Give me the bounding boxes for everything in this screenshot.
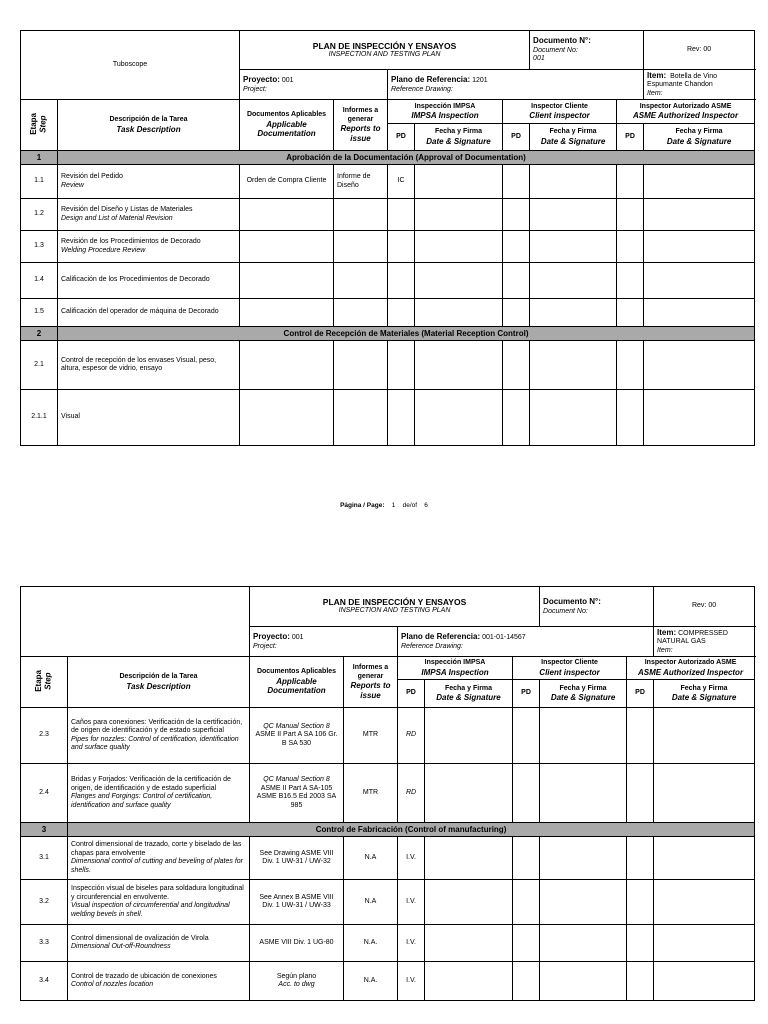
impsa-pd: [388, 199, 415, 231]
table-row: [21, 764, 755, 823]
impsa-date-signature: [415, 165, 503, 199]
inspection-plan-sheet-1: [20, 30, 755, 446]
client-date-signature: [540, 764, 627, 823]
reference-drawing-cell: [388, 70, 644, 100]
applicable-docs-reference: QC Manual Section 8: [263, 776, 330, 784]
brand-blank-cell: [21, 587, 250, 657]
asme-date-signature: [654, 962, 755, 1001]
page-label: Página / Page:: [340, 502, 385, 509]
docs-header: Documentos Aplicables Applicable Documentation: [240, 100, 334, 151]
task-description-en: Pipes for nozzles: Control of certification, identification and surface quality: [71, 735, 239, 752]
reference-drawing-cell-2: [398, 627, 654, 657]
task-description-es: Calificación de los Procedimientos de Decorado: [61, 276, 210, 284]
project-cell: [240, 70, 388, 100]
reports-header-2: Informes a generar Reports to issue: [344, 657, 398, 708]
table-row: [21, 837, 755, 880]
section-row: [21, 327, 755, 341]
asme-pd: [617, 263, 644, 299]
asme-pd: [617, 199, 644, 231]
project-label-en-2: Project:: [253, 642, 277, 650]
project-label: Proyecto:: [243, 75, 280, 85]
item-value-2: COMPRESSED NATURAL GAS: [657, 630, 728, 646]
revision-2: Rev: 00: [654, 587, 755, 627]
client-pd: [503, 199, 530, 231]
revision: Rev: 00: [644, 31, 755, 70]
task-description-en: Visual inspection of circumferential and longitudinal welding bevels in shell.: [71, 902, 230, 918]
impsa-date-signature: [415, 231, 503, 263]
client-date-signature: [530, 263, 617, 299]
impsa-pd: [388, 231, 415, 263]
asme-pd: [627, 837, 654, 880]
applicable-docs: [240, 199, 334, 231]
task-description-es: Revisión del Pedido: [61, 173, 123, 181]
applicable-docs: [250, 962, 344, 1001]
table-row: [21, 880, 755, 925]
asme-pd: [617, 390, 644, 446]
page-number: 1: [391, 502, 396, 509]
task-header: Descripción de la Tarea Task Description: [58, 100, 240, 151]
task-description-es: Calificación del operador de máquina de Decorado: [61, 308, 219, 316]
item-cell-2: [654, 627, 755, 657]
impsa-date-signature: [425, 880, 513, 925]
task-description-en: Design and List of Material Revision: [61, 214, 173, 222]
reports-to-issue: MTR: [344, 708, 398, 764]
client-date-signature: [530, 341, 617, 390]
task-description: [58, 231, 240, 263]
step-number: 3.4: [21, 962, 68, 1001]
plan-subtitle-2: INSPECTION AND TESTING PLAN: [338, 607, 451, 615]
document-number-label: Documento N°:: [533, 36, 591, 46]
task-description-en: Welding Procedure Review: [61, 246, 146, 254]
task-description-en: Control of nozzles location: [71, 981, 154, 989]
applicable-docs-value: ASME II Part A SA 106 Gr. B SA 530: [255, 731, 338, 747]
step-number: 1.5: [21, 299, 58, 327]
step-number: 3.3: [21, 925, 68, 962]
client-pd: [503, 341, 530, 390]
task-description: [58, 299, 240, 327]
plan-title-block-2: [250, 587, 540, 627]
asme-pd: [617, 299, 644, 327]
item-value: Botella de Vino Espumante Chandon: [647, 73, 718, 89]
impsa-date-signature: [415, 299, 503, 327]
document-number-label-en: Document No:: [533, 46, 578, 54]
impsa-date-signature: [425, 837, 513, 880]
applicable-docs: [240, 231, 334, 263]
step-number: 2.3: [21, 708, 68, 764]
item-cell: [644, 70, 755, 100]
reports-to-issue: [334, 263, 388, 299]
asme-pd-header-2: PD: [627, 680, 654, 708]
task-description-es: Control de trazado de ubicación de conexiones: [71, 972, 217, 980]
page-total: 6: [424, 502, 428, 509]
task-description-es: Control dimensional de trazado, corte y biselado de las chapas para envolvente: [71, 841, 242, 857]
applicable-docs: [240, 263, 334, 299]
client-pd: [503, 263, 530, 299]
impsa-date-signature: [415, 390, 503, 446]
reports-to-issue: N.A: [344, 880, 398, 925]
applicable-docs: [240, 341, 334, 390]
page-footer: [0, 502, 768, 509]
step-number: 1.1: [21, 165, 58, 199]
impsa-date-signature: [425, 764, 513, 823]
section-title: Control de Recepción de Materiales (Material Reception Control): [58, 327, 755, 341]
client-pd: [513, 880, 540, 925]
reference-value: 1201: [472, 77, 488, 85]
step-number: 1.4: [21, 263, 58, 299]
asme-date-signature: [644, 390, 755, 446]
applicable-docs: [240, 165, 334, 199]
asme-date-signature: [644, 341, 755, 390]
task-description: [58, 341, 240, 390]
section-row: [21, 151, 755, 165]
section-step: 1: [21, 151, 58, 165]
impsa-date-signature: [425, 962, 513, 1001]
applicable-docs: [240, 299, 334, 327]
client-pd: [503, 165, 530, 199]
plan-subtitle: INSPECTION AND TESTING PLAN: [328, 50, 441, 58]
client-pd: [503, 231, 530, 263]
impsa-date-signature: [425, 925, 513, 962]
asme-pd: [627, 708, 654, 764]
task-description: [68, 962, 250, 1001]
task-header-2: Descripción de la Tarea Task Description: [68, 657, 250, 708]
reference-label-en: Reference Drawing:: [391, 85, 453, 93]
client-pd: [513, 925, 540, 962]
step-header: Etapa Step: [21, 100, 58, 151]
project-cell-2: [250, 627, 398, 657]
table-row: [21, 962, 755, 1001]
impsa-pd-header: PD: [388, 124, 415, 151]
step-number: 1.2: [21, 199, 58, 231]
impsa-pd: [388, 299, 415, 327]
reference-value-2: 001-01-14567: [482, 634, 526, 642]
client-pd: [513, 764, 540, 823]
task-description-es: Caños para conexiones: Verificación de la certificación, de origen de identificación y de estado superficial: [71, 718, 243, 735]
table-row: [21, 341, 755, 390]
applicable-docs-value: See Annex B ASME VIII Div. 1 UW-31 / UW-33: [259, 893, 334, 910]
task-description: [68, 837, 250, 880]
step-number: 2.4: [21, 764, 68, 823]
asme-pd: [627, 925, 654, 962]
table-row: [21, 708, 755, 764]
impsa-pd: I.V.: [398, 880, 425, 925]
task-description: [58, 390, 240, 446]
asme-pd: [617, 341, 644, 390]
applicable-docs: [240, 390, 334, 446]
client-date-header-2: Fecha y Firma Date & Signature: [540, 680, 627, 708]
asme-pd: [617, 165, 644, 199]
impsa-pd: RD: [398, 764, 425, 823]
applicable-docs-reference-en: Acc. to dwg: [278, 981, 315, 989]
task-description-es: Revisión de los Procedimientos de Decorado: [61, 238, 201, 246]
project-label-2: Proyecto:: [253, 632, 290, 642]
asme-date-signature: [654, 837, 755, 880]
table-row: [21, 231, 755, 263]
applicable-docs: [250, 925, 344, 962]
asme-date-signature: [654, 880, 755, 925]
task-description-es: Control de recepción de los envases Visual, peso, altura, espesor de vidrio, ensayo: [61, 356, 217, 373]
step-number: 3.1: [21, 837, 68, 880]
table-row: [21, 925, 755, 962]
item-label-en-2: Item:: [657, 646, 673, 654]
impsa-date-header-2: Fecha y Firma Date & Signature: [425, 680, 513, 708]
client-pd: [513, 708, 540, 764]
impsa-pd: I.V.: [398, 925, 425, 962]
client-date-signature: [530, 231, 617, 263]
task-description: [58, 165, 240, 199]
reports-to-issue: N.A.: [344, 962, 398, 1001]
asme-date-signature: [644, 165, 755, 199]
client-date-signature: [540, 925, 627, 962]
asme-date-signature: [654, 925, 755, 962]
impsa-pd: RD: [398, 708, 425, 764]
section-step: 3: [21, 823, 68, 837]
impsa-date-signature: [425, 708, 513, 764]
client-pd: [503, 390, 530, 446]
task-description: [68, 880, 250, 925]
page-of: de/of: [402, 502, 418, 509]
task-description-es: Revisión del Diseño y Listas de Materiales: [61, 206, 193, 214]
project-value: 001: [281, 77, 294, 85]
applicable-docs-value: See Drawing ASME VIII Div. 1 UW-31 / UW-32: [259, 849, 334, 866]
client-header: Inspector Cliente Client inspector: [503, 100, 617, 124]
plan-title: PLAN DE INSPECCIÓN Y ENSAYOS: [312, 40, 457, 51]
client-date-header: Fecha y Firma Date & Signature: [530, 124, 617, 151]
asme-header-2: Inspector Autorizado ASME ASME Authorized Inspector: [627, 657, 755, 680]
client-date-signature: [540, 962, 627, 1001]
document-number-value: 001: [533, 55, 545, 63]
task-description-es: Inspección visual de biseles para soldadura longitudinal y circunferencial en envolvente.: [71, 885, 244, 901]
task-description: [68, 925, 250, 962]
reports-to-issue: [334, 390, 388, 446]
item-label: Item:: [647, 71, 667, 80]
reports-to-issue: [334, 341, 388, 390]
client-pd: [513, 962, 540, 1001]
impsa-pd: [388, 390, 415, 446]
impsa-date-signature: [415, 263, 503, 299]
impsa-date-signature: [415, 199, 503, 231]
step-number: 1.3: [21, 231, 58, 263]
asme-date-signature: [644, 299, 755, 327]
inspection-plan-sheet-2: [20, 586, 755, 1001]
reference-label-2: Plano de Referencia:: [401, 632, 481, 642]
reference-label-en-2: Reference Drawing:: [401, 642, 463, 650]
document-number-cell-2: [540, 587, 654, 627]
applicable-docs: [250, 764, 344, 823]
asme-date-header-2: Fecha y Firma Date & Signature: [654, 680, 755, 708]
task-description: [58, 263, 240, 299]
task-description-es: Visual: [61, 413, 80, 421]
reference-label: Plano de Referencia:: [391, 75, 471, 85]
reports-to-issue: Informe de Diseño: [334, 165, 388, 199]
reports-to-issue: N.A: [344, 837, 398, 880]
task-description-en: Dimensional control of cutting and beveling of plates for shells.: [71, 858, 243, 874]
asme-date-signature: [654, 764, 755, 823]
client-pd: [503, 299, 530, 327]
client-pd: [513, 837, 540, 880]
task-description-en: Flanges and Forgings: Control of certification, identification and surface quality: [71, 793, 213, 809]
client-date-signature: [530, 199, 617, 231]
table-row: [21, 299, 755, 327]
asme-pd: [627, 880, 654, 925]
task-description-es: Bridas y Forjados: Verificación de la certificación de origen, de identificación y de estado superficial: [71, 776, 231, 792]
table-row: [21, 390, 755, 446]
reports-header: Informes a generar Reports to issue: [334, 100, 388, 151]
reports-to-issue: [334, 231, 388, 263]
section-step: 2: [21, 327, 58, 341]
asme-pd: [627, 764, 654, 823]
reports-to-issue: [334, 299, 388, 327]
task-description: [68, 708, 250, 764]
step-number: 2.1: [21, 341, 58, 390]
company-brand: Tuboscope: [21, 31, 240, 100]
applicable-docs-value: ASME II Part A SA-105 ASME B16.5 Ed 2003 SA 985: [256, 784, 337, 809]
client-pd-header: PD: [503, 124, 530, 151]
impsa-header-2: Inspección IMPSA IMPSA Inspection: [398, 657, 513, 680]
project-label-en: Project:: [243, 85, 267, 93]
asme-date-signature: [654, 708, 755, 764]
client-date-signature: [530, 165, 617, 199]
impsa-pd: [388, 341, 415, 390]
client-date-signature: [540, 708, 627, 764]
applicable-docs: [250, 708, 344, 764]
task-description-es: Control dimensional de ovalización de Virola: [71, 934, 209, 942]
table-row: [21, 263, 755, 299]
item-label-en: Item:: [647, 89, 663, 97]
asme-date-signature: [644, 231, 755, 263]
client-pd-header-2: PD: [513, 680, 540, 708]
asme-pd: [617, 231, 644, 263]
reports-to-issue: N.A.: [344, 925, 398, 962]
section-row: [21, 823, 755, 837]
item-label-2: Item:: [657, 628, 677, 637]
step-number: 3.2: [21, 880, 68, 925]
reports-to-issue: MTR: [344, 764, 398, 823]
task-description-en: Dimensional Out-off-Roundness: [71, 943, 171, 951]
impsa-pd: I.V.: [398, 962, 425, 1001]
step-number: 2.1.1: [21, 390, 58, 446]
applicable-docs: [250, 880, 344, 925]
applicable-docs: [250, 837, 344, 880]
impsa-header: Inspección IMPSA IMPSA Inspection: [388, 100, 503, 124]
plan-title-2: PLAN DE INSPECCIÓN Y ENSAYOS: [322, 597, 467, 608]
client-header-2: Inspector Cliente Client inspector: [513, 657, 627, 680]
client-date-signature: [530, 299, 617, 327]
docs-header-2: Documentos Aplicables Applicable Documentation: [250, 657, 344, 708]
table-row: [21, 165, 755, 199]
asme-date-header: Fecha y Firma Date & Signature: [644, 124, 755, 151]
asme-header: Inspector Autorizado ASME ASME Authorized Inspector: [617, 100, 755, 124]
section-title: Aprobación de la Documentación (Approval of Documentation): [58, 151, 755, 165]
applicable-docs-value: Orden de Compra Cliente: [246, 177, 327, 185]
impsa-pd-header-2: PD: [398, 680, 425, 708]
impsa-pd: I.V.: [398, 837, 425, 880]
applicable-docs-value: ASME VIII Div. 1 UG-80: [259, 938, 334, 946]
applicable-docs-reference: QC Manual Section 8: [263, 723, 330, 731]
client-date-signature: [530, 390, 617, 446]
client-date-signature: [540, 880, 627, 925]
task-description: [68, 764, 250, 823]
impsa-pd: [388, 263, 415, 299]
client-date-signature: [540, 837, 627, 880]
task-description-en: Review: [61, 181, 84, 189]
project-value-2: 001: [291, 634, 304, 642]
reports-to-issue: [334, 199, 388, 231]
document-number-label-2: Documento N°:: [543, 597, 601, 607]
document-number-cell: [530, 31, 644, 70]
task-description: [58, 199, 240, 231]
impsa-date-header: Fecha y Firma Date & Signature: [415, 124, 503, 151]
applicable-docs-value: Según plano: [276, 972, 317, 980]
document-number-label-en-2: Document No:: [543, 607, 588, 615]
section-title: Control de Fabricación (Control of manufacturing): [68, 823, 755, 837]
asme-pd-header: PD: [617, 124, 644, 151]
plan-title-block: [240, 31, 530, 70]
step-header-2: Etapa Step: [21, 657, 68, 708]
table-row: [21, 199, 755, 231]
impsa-pd: IC: [388, 165, 415, 199]
asme-pd: [627, 962, 654, 1001]
impsa-date-signature: [415, 341, 503, 390]
asme-date-signature: [644, 199, 755, 231]
asme-date-signature: [644, 263, 755, 299]
